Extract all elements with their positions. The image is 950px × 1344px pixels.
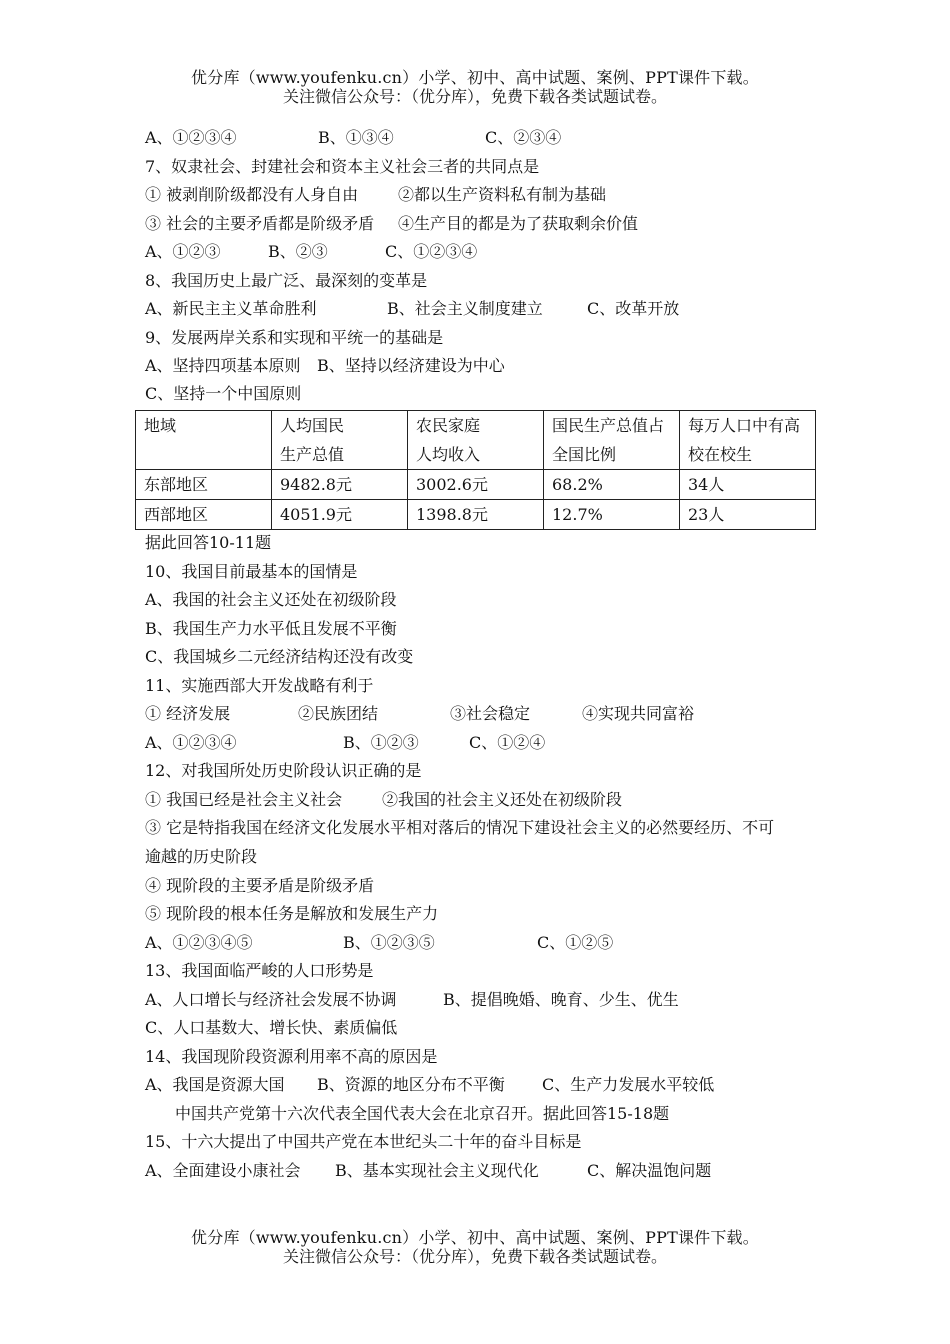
q11-item-3: ③社会稳定: [450, 704, 531, 723]
q14-stem: 14、我国现阶段资源利用率不高的原因是: [145, 1047, 438, 1066]
q13-option-c: C、人口基数大、增长快、素质偏低: [145, 1018, 398, 1037]
q8-option-a: A、新民主主义革命胜利: [145, 299, 317, 318]
q7-option-c: C、①②③④: [385, 242, 478, 261]
q14-options: [145, 1075, 714, 1095]
table-header-cell: [544, 411, 680, 470]
q12-items-row1: [145, 790, 622, 810]
intro-15-18: 中国共产党第十六次代表全国代表大会在北京召开。据此回答15-18题: [175, 1104, 670, 1123]
header-text-2: 全国比例: [552, 445, 617, 464]
q6-option-b: B、①③④: [318, 128, 394, 147]
q9-option-b: B、坚持以经济建设为中心: [317, 356, 505, 375]
q15-option-a: A、全面建设小康社会: [145, 1161, 301, 1180]
header-line-2: 关注微信公众号：（优分库），免费下载各类试题试卷。: [282, 87, 667, 106]
table-header-cell: [136, 411, 272, 470]
header-text: 农民家庭: [416, 416, 481, 435]
header-text-2: 校在校生: [688, 445, 753, 464]
table-cell: 西部地区: [136, 500, 272, 530]
footer-line-1: 优分库（www.youfenku.cn）小学、初中、高中试题、案例、PPT课件下载。: [191, 1228, 759, 1247]
q13-options-row1: [145, 990, 679, 1010]
q12-item-2: ②我国的社会主义还处在初级阶段: [382, 790, 623, 809]
q7-item-4: ④生产目的都是为了获取剩余价值: [398, 214, 639, 233]
q12-item-3-line2: 逾越的历史阶段: [145, 847, 258, 866]
header-text-2: [144, 440, 263, 469]
header-text-2: 人均收入: [416, 445, 481, 464]
q11-item-2: ②民族团结: [298, 704, 379, 723]
q7-option-b: B、②③: [268, 242, 328, 261]
q7-item-2: ②都以生产资料私有制为基础: [398, 185, 607, 204]
q7-items-row2: [145, 214, 638, 234]
q11-option-c: C、①②④: [469, 733, 546, 752]
table-cell: 3002.6元: [408, 470, 544, 500]
table-header-row: [136, 411, 816, 470]
q10-option-c: C、我国城乡二元经济结构还没有改变: [145, 647, 414, 666]
header-text: 国民生产总值占: [552, 416, 665, 435]
q7-item-1: ① 被剥削阶级都没有人身自由: [145, 185, 359, 204]
q12-item-5: ⑤ 现阶段的根本任务是解放和发展生产力: [145, 904, 439, 923]
q13-option-a: A、人口增长与经济社会发展不协调: [145, 990, 397, 1009]
q8-option-c: C、改革开放: [587, 299, 680, 318]
q15-option-b: B、基本实现社会主义现代化: [335, 1161, 539, 1180]
q7-stem: 7、奴隶社会、封建社会和资本主义社会三者的共同点是: [145, 157, 540, 176]
q12-stem: 12、对我国所处历史阶段认识正确的是: [145, 761, 422, 780]
header-text: 每万人口中有高: [688, 416, 801, 435]
q11-option-b: B、①②③: [343, 733, 419, 752]
q9-option-a: A、坚持四项基本原则: [145, 356, 301, 375]
header-line-1: 优分库（www.youfenku.cn）小学、初中、高中试题、案例、PPT课件下载。: [191, 68, 759, 87]
header-text-2: 生产总值: [280, 445, 345, 464]
q15-option-c: C、解决温饱问题: [587, 1161, 712, 1180]
page-footer: [0, 1228, 950, 1266]
header-text: 地域: [144, 416, 177, 435]
q11-options: [145, 733, 545, 753]
q14-option-a: A、我国是资源大国: [145, 1075, 285, 1094]
q10-option-b: B、我国生产力水平低且发展不平衡: [145, 619, 397, 638]
q15-options: [145, 1161, 711, 1181]
q9-option-c: C、坚持一个中国原则: [145, 384, 302, 403]
table-row: [136, 470, 816, 500]
q11-option-a: A、①②③④: [145, 733, 237, 752]
q7-item-3: ③ 社会的主要矛盾都是阶级矛盾: [145, 214, 375, 233]
table-row: [136, 500, 816, 530]
q12-option-b: B、①②③⑤: [343, 933, 435, 952]
table-header-cell: [272, 411, 408, 470]
table-cell: 68.2%: [544, 470, 680, 500]
q12-options: [145, 933, 613, 953]
q14-option-c: C、生产力发展水平较低: [542, 1075, 715, 1094]
table-cell: 34人: [680, 470, 816, 500]
q7-option-a: A、①②③: [145, 242, 221, 261]
page-header: [0, 68, 950, 106]
q9-stem: 9、发展两岸关系和实现和平统一的基础是: [145, 328, 444, 347]
table-header-cell: [680, 411, 816, 470]
table-cell: 4051.9元: [272, 500, 408, 530]
table-cell: 12.7%: [544, 500, 680, 530]
table-header-cell: [408, 411, 544, 470]
table-cell: 9482.8元: [272, 470, 408, 500]
table-cell: 23人: [680, 500, 816, 530]
q12-item-4: ④ 现阶段的主要矛盾是阶级矛盾: [145, 876, 375, 895]
q13-stem: 13、我国面临严峻的人口形势是: [145, 961, 374, 980]
q8-option-b: B、社会主义制度建立: [387, 299, 543, 318]
footer-line-2: 关注微信公众号：（优分库），免费下载各类试题试卷。: [282, 1247, 667, 1266]
q8-options: [145, 299, 679, 319]
q8-stem: 8、我国历史上最广泛、最深刻的变革是: [145, 271, 428, 290]
q10-option-a: A、我国的社会主义还处在初级阶段: [145, 590, 397, 609]
q9-options-row1: [145, 356, 505, 376]
q7-items-row1: [145, 185, 606, 205]
q15-stem: 15、十六大提出了中国共产党在本世纪头二十年的奋斗目标是: [145, 1132, 582, 1151]
q12-option-c: C、①②⑤: [537, 933, 614, 952]
q7-options: [145, 242, 477, 262]
header-text: 人均国民: [280, 416, 345, 435]
q6-option-a: A、①②③④: [145, 128, 237, 147]
q13-option-b: B、提倡晚婚、晚育、少生、优生: [443, 990, 679, 1009]
q12-item-3-line1: ③ 它是特指我国在经济文化发展水平相对落后的情况下建设社会主义的必然要经历、不可: [145, 818, 775, 837]
q11-stem: 11、实施西部大开发战略有利于: [145, 676, 374, 695]
intro-10-11: 据此回答10-11题: [145, 533, 272, 552]
q14-option-b: B、资源的地区分布不平衡: [317, 1075, 505, 1094]
q11-item-4: ④实现共同富裕: [582, 704, 695, 723]
q12-option-a: A、①②③④⑤: [145, 933, 253, 952]
q11-item-1: ① 经济发展: [145, 704, 231, 723]
q11-items: [145, 704, 694, 724]
table-cell: 1398.8元: [408, 500, 544, 530]
q6-options: [145, 128, 561, 148]
table-cell: 东部地区: [136, 470, 272, 500]
q10-stem: 10、我国目前最基本的国情是: [145, 562, 358, 581]
q12-item-1: ① 我国已经是社会主义社会: [145, 790, 343, 809]
q6-option-c: C、②③④: [485, 128, 562, 147]
region-comparison-table: [135, 410, 816, 530]
